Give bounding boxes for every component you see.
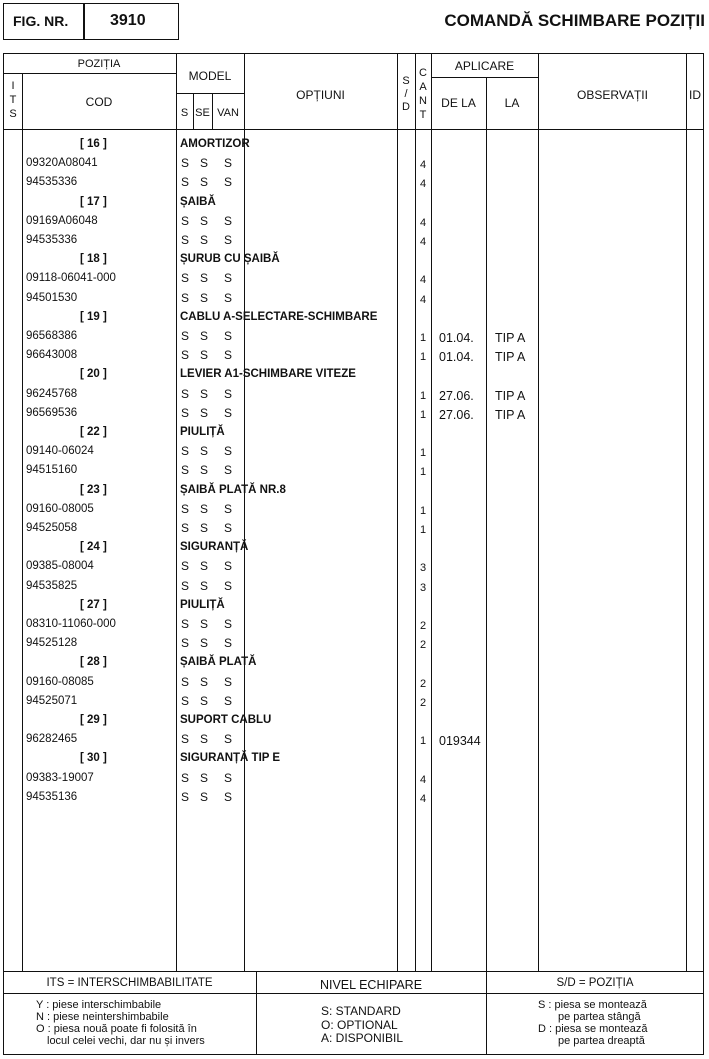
legend-header-line xyxy=(3,993,704,994)
group-name: SIGURANȚĂ TIP E xyxy=(180,752,281,765)
col-line-la xyxy=(538,53,539,971)
model-van-value: S xyxy=(224,636,233,651)
legend-nivel-lines: S: STANDARD O: OPTIONAL A: DISPONIBIL xyxy=(321,1004,404,1045)
model-s-value: S xyxy=(181,693,190,708)
header-optiuni: OPȚIUNI xyxy=(296,88,345,102)
group-name: ȘAIBĂ xyxy=(180,195,216,208)
part-code: 94525058 xyxy=(26,522,78,534)
row-tick xyxy=(244,291,245,305)
model-van-value: S xyxy=(224,271,233,286)
model-van-value: S xyxy=(224,444,233,459)
pozitia-divider xyxy=(3,73,176,74)
cant-value: 1 xyxy=(420,389,427,402)
model-van-value: S xyxy=(224,693,233,708)
header-model: MODEL xyxy=(188,69,232,83)
model-s-value: S xyxy=(181,789,190,804)
row-tick xyxy=(244,502,245,516)
part-code: 08310-11060-000 xyxy=(26,618,116,630)
part-code: 94535336 xyxy=(26,176,78,189)
cant-value: 2 xyxy=(420,677,427,690)
part-code: 96569536 xyxy=(26,406,78,419)
group-number: [ 24 ] xyxy=(80,541,107,554)
model-s-value: S xyxy=(181,501,190,516)
row-tick xyxy=(244,732,245,746)
row-tick xyxy=(244,521,245,535)
aplicare-divider xyxy=(431,77,539,78)
part-code: 94535825 xyxy=(26,579,78,592)
model-s-value: S xyxy=(181,329,190,343)
model-se-value: S xyxy=(200,617,209,631)
header-model-van: VAN xyxy=(217,107,239,119)
cant-value: 4 xyxy=(420,792,427,805)
cant-value: 1 xyxy=(420,504,427,517)
la-value: TIP A xyxy=(495,388,526,403)
model-van-value: S xyxy=(224,674,233,689)
header-id: ID xyxy=(689,88,701,102)
group-name: PIULIȚĂ xyxy=(180,598,225,611)
row-tick xyxy=(244,214,245,228)
model-s-value: S xyxy=(181,405,190,420)
col-line-optiuni xyxy=(397,53,398,971)
group-name: CABLU A-SELECTARE-SCHIMBARE xyxy=(180,310,378,323)
model-van-value: S xyxy=(224,559,233,574)
cant-value: 4 xyxy=(420,159,427,172)
page-title: COMANDĂ SCHIMBARE POZIȚII xyxy=(444,11,705,30)
model-s-value: S xyxy=(181,559,190,574)
model-se-value: S xyxy=(200,732,209,747)
group-name: SIGURANȚĂ xyxy=(180,541,249,554)
model-van-value: S xyxy=(224,501,233,516)
cant-value: 1 xyxy=(420,351,427,364)
cant-value: 1 xyxy=(420,735,427,748)
cant-value: 1 xyxy=(420,408,427,421)
part-code: 09383-19007 xyxy=(26,771,94,784)
group-number: [ 20 ] xyxy=(80,368,107,381)
model-se-value: S xyxy=(200,674,209,689)
model-van-value: S xyxy=(224,233,233,247)
model-van-value: S xyxy=(224,348,233,363)
cant-value: 4 xyxy=(420,236,427,248)
group-name: ȘURUB CU ȘAIBĂ xyxy=(180,253,280,266)
model-s-value: S xyxy=(181,444,190,459)
col-line-cod xyxy=(176,53,177,971)
part-code: 09160-08005 xyxy=(26,502,94,515)
part-code: 09118-06041-000 xyxy=(26,272,116,285)
row-tick xyxy=(244,675,245,689)
model-se-value: S xyxy=(200,405,209,420)
part-code: 96282465 xyxy=(26,733,78,746)
cant-value: 1 xyxy=(420,524,427,536)
model-van-value: S xyxy=(224,463,233,478)
dela-value: 27.06. xyxy=(439,388,474,403)
cant-value: 2 xyxy=(420,696,427,709)
cant-value: 4 xyxy=(420,274,427,287)
legend-its-lines: Y : piese interschimbabile N : piese neintershimbabile O : piesa nouă poate fi folosită în locul celei vechi, dar nu și invers xyxy=(36,999,205,1047)
model-van-value: S xyxy=(224,405,233,420)
group-number: [ 28 ] xyxy=(80,656,107,669)
legend-sd-lines: S : piesa se montează pe partea stângă D : piesa se montează pe partea dreaptă xyxy=(538,999,648,1047)
model-se-value: S xyxy=(200,329,209,343)
model-s-value: S xyxy=(181,233,190,247)
model-se-value: S xyxy=(200,175,209,190)
model-van-value: S xyxy=(224,521,233,535)
model-s-value: S xyxy=(181,463,190,478)
model-se-value: S xyxy=(200,156,209,171)
model-van-value: S xyxy=(224,617,233,631)
model-van-value: S xyxy=(224,578,233,593)
row-tick xyxy=(244,387,245,401)
group-name: LEVIER A1-SCHIMBARE VITEZE xyxy=(180,368,356,381)
model-s-value: S xyxy=(181,770,190,785)
row-tick xyxy=(244,175,245,189)
group-name: PIULIȚĂ xyxy=(180,426,225,438)
model-s-value: S xyxy=(181,348,190,363)
legend-sd-title: S/D = POZIȚIA xyxy=(556,977,634,989)
group-number: [ 30 ] xyxy=(80,752,107,765)
row-tick xyxy=(244,406,245,420)
model-se-value: S xyxy=(200,233,209,247)
part-code: 09169A06048 xyxy=(26,214,98,227)
model-se-value: S xyxy=(200,770,209,785)
col-line-observatii xyxy=(686,53,687,971)
model-s-value: S xyxy=(181,617,190,631)
model-se-value: S xyxy=(200,521,209,535)
col-line-cant xyxy=(431,53,432,971)
part-code: 09320A08041 xyxy=(26,157,98,170)
model-s-value: S xyxy=(181,521,190,535)
group-name: ȘAIBĂ PLATĂ NR.8 xyxy=(180,483,286,496)
group-name: ȘAIBĂ PLATĂ xyxy=(180,656,257,669)
dela-value: 01.04. xyxy=(439,350,474,365)
row-tick xyxy=(244,694,245,708)
model-s-value: S xyxy=(181,732,190,747)
cant-value: 2 xyxy=(420,620,427,632)
model-s-value: S xyxy=(181,386,190,401)
part-code: 94535336 xyxy=(26,234,78,246)
model-s-value: S xyxy=(181,156,190,171)
cant-value: 4 xyxy=(420,216,427,229)
header-cod: COD xyxy=(85,95,113,109)
group-name: SUPORT CABLU xyxy=(180,714,272,726)
la-value: TIP A xyxy=(495,331,526,345)
group-name: AMORTIZOR xyxy=(180,138,250,150)
row-tick xyxy=(244,559,245,573)
row-tick xyxy=(244,233,245,247)
la-value: TIP A xyxy=(495,407,526,422)
legend-its-title: ITS = INTERSCHIMBABILITATE xyxy=(46,977,213,989)
row-tick xyxy=(244,617,245,631)
group-number: [ 23 ] xyxy=(80,483,107,496)
group-number: [ 22 ] xyxy=(80,426,107,438)
cant-value: 1 xyxy=(420,332,427,344)
model-van-value: S xyxy=(224,789,233,804)
model-van-value: S xyxy=(224,290,233,305)
model-se-value: S xyxy=(200,789,209,804)
part-code: 94501530 xyxy=(26,291,78,304)
col-line-its xyxy=(22,73,23,971)
row-tick xyxy=(244,636,245,650)
part-code: 94525128 xyxy=(26,637,78,650)
header-bottom-line xyxy=(3,129,704,130)
model-se-value: S xyxy=(200,578,209,593)
part-code: 96245768 xyxy=(26,387,78,400)
group-number: [ 29 ] xyxy=(80,714,107,726)
model-se-value: S xyxy=(200,463,209,478)
header-la: LA xyxy=(504,96,520,110)
group-number: [ 17 ] xyxy=(80,195,107,208)
model-s-value: S xyxy=(181,175,190,190)
group-number: [ 18 ] xyxy=(80,253,107,266)
part-code: 09385-08004 xyxy=(26,560,94,573)
model-s-value: S xyxy=(181,213,190,228)
model-van-value: S xyxy=(224,386,233,401)
cant-value: 4 xyxy=(420,178,427,191)
group-number: [ 27 ] xyxy=(80,598,107,611)
model-s-value: S xyxy=(181,578,190,593)
figure-number: 3910 xyxy=(110,12,146,29)
col-line-dela xyxy=(486,77,487,971)
dela-value: 27.06. xyxy=(439,407,474,422)
part-code: 94535136 xyxy=(26,790,78,803)
model-se-value: S xyxy=(200,501,209,516)
cant-value: 1 xyxy=(420,466,427,479)
part-code: 96643008 xyxy=(26,349,78,362)
row-tick xyxy=(244,329,245,343)
row-tick xyxy=(244,444,245,458)
part-code: 94525071 xyxy=(26,694,78,707)
cant-value: 3 xyxy=(420,562,427,575)
figure-label: FIG. NR. xyxy=(13,13,69,29)
part-code: 09140-06024 xyxy=(26,445,94,458)
part-code: 09160-08085 xyxy=(26,675,94,688)
model-van-value: S xyxy=(224,770,233,785)
cant-value: 4 xyxy=(420,293,427,306)
col-line-sd xyxy=(415,53,416,971)
model-van-value: S xyxy=(224,175,233,190)
parts-table xyxy=(3,53,704,1055)
model-s-value: S xyxy=(181,271,190,286)
model-se-value: S xyxy=(200,386,209,401)
model-van-value: S xyxy=(224,156,233,171)
header-dela: DE LA xyxy=(441,96,476,110)
header-model-s: S xyxy=(180,107,189,119)
row-tick xyxy=(244,463,245,477)
cant-value: 4 xyxy=(420,773,427,786)
model-se-value: S xyxy=(200,559,209,574)
model-se-value: S xyxy=(200,290,209,305)
model-van-value: S xyxy=(224,732,233,747)
row-tick xyxy=(244,348,245,362)
model-se-value: S xyxy=(200,636,209,651)
header-observatii: OBSERVAȚII xyxy=(577,88,648,102)
cant-value: 2 xyxy=(420,639,427,652)
header-aplicare: APLICARE xyxy=(454,59,515,73)
row-tick xyxy=(244,579,245,593)
group-number: [ 16 ] xyxy=(80,138,107,150)
part-code: 96568386 xyxy=(26,330,78,342)
legend-nivel-title: NIVEL ECHIPARE xyxy=(319,978,423,992)
row-tick xyxy=(244,156,245,170)
header-model-se: SE xyxy=(195,107,210,119)
model-se-value: S xyxy=(200,271,209,286)
row-tick xyxy=(244,771,245,785)
dela-value: 019344 xyxy=(439,734,481,749)
model-s-value: S xyxy=(181,290,190,305)
row-tick xyxy=(244,790,245,804)
la-value: TIP A xyxy=(495,350,526,365)
row-tick xyxy=(244,271,245,285)
model-van-value: S xyxy=(224,213,233,228)
model-van-value: S xyxy=(224,329,233,343)
model-s-value: S xyxy=(181,674,190,689)
model-se-value: S xyxy=(200,693,209,708)
cant-value: 1 xyxy=(420,447,427,460)
dela-value: 01.04. xyxy=(439,331,474,345)
model-divider xyxy=(176,93,244,94)
group-number: [ 19 ] xyxy=(80,310,107,323)
legend-top-line xyxy=(3,971,704,972)
model-s-value: S xyxy=(181,636,190,651)
cant-value: 3 xyxy=(420,581,427,594)
header-pozitia: POZIȚIA xyxy=(77,58,121,70)
model-se-value: S xyxy=(200,444,209,459)
model-se-value: S xyxy=(200,213,209,228)
model-se-value: S xyxy=(200,348,209,363)
part-code: 94515160 xyxy=(26,464,78,477)
